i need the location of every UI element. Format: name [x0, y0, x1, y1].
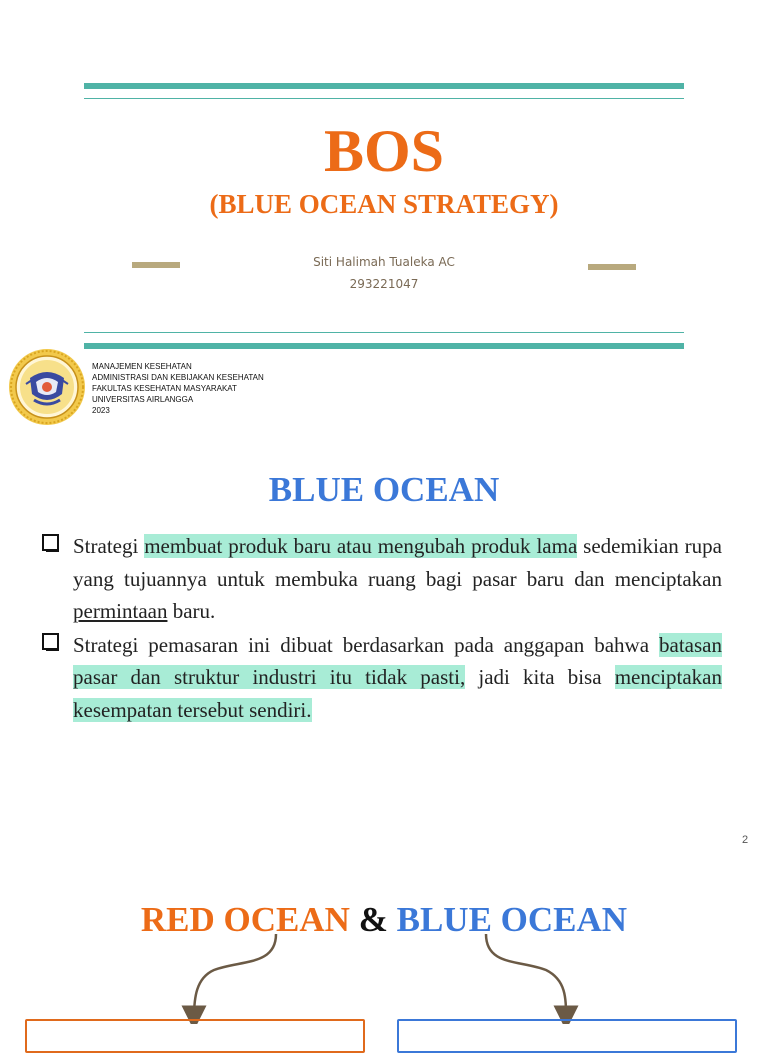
arrow-right: [486, 934, 566, 1018]
bullet-text: [73, 530, 722, 628]
bullet-list: [40, 530, 722, 726]
text-run: jadi kita bisa: [465, 665, 615, 689]
arrow-left: [194, 934, 276, 1018]
slide-subtitle: (BLUE OCEAN STRATEGY): [209, 189, 559, 219]
highlighted-text: menciptakan kesempatan tersebut sendiri.: [73, 665, 722, 722]
text-run: baru.: [167, 599, 216, 623]
blue-ocean-box: [397, 1019, 737, 1053]
bullet-item: [40, 629, 722, 727]
bottom-rule-thick: [84, 343, 684, 349]
underlined-text: permintaan: [73, 599, 168, 623]
top-rule-thick: [84, 83, 684, 89]
text-run: Strategi: [73, 534, 145, 558]
page-number: 2: [742, 834, 749, 846]
author-id: 293221047: [349, 277, 419, 291]
heading-blue-ocean: BLUE OCEAN: [396, 900, 628, 939]
heading-red-ocean: RED OCEAN: [140, 900, 350, 939]
heading-ampersand: &: [349, 900, 397, 939]
institution-line: MANAJEMEN KESEHATAN: [92, 362, 192, 371]
institution-line: 2023: [92, 406, 110, 415]
top-rule-thin: [84, 98, 684, 99]
slide-title: BOS: [323, 118, 445, 184]
connector-arrows: [0, 930, 768, 1024]
slide-heading: BLUE OCEAN: [268, 470, 500, 509]
bullet-text: [73, 629, 722, 727]
bullet-item: [40, 530, 722, 628]
institution-line: ADMINISTRASI DAN KEBIJAKAN KESEHATAN: [92, 373, 264, 382]
institution-line: FAKULTAS KESEHATAN MASYARAKAT: [92, 384, 237, 393]
checkbox-icon: [42, 534, 59, 551]
university-seal-icon: [8, 348, 86, 426]
author-name: Siti Halimah Tualeka AC: [313, 255, 455, 269]
highlighted-text: batasan pasar dan struktur industri itu tidak pasti,: [73, 632, 722, 689]
institution-block: [92, 361, 264, 416]
bottom-rule-thin: [84, 332, 684, 333]
highlighted-text: membuat produk baru atau mengubah produk lama: [144, 534, 578, 558]
checkbox-icon: [42, 633, 59, 650]
text-run: sedemikian rupa yang tujuannya untuk membuka ruang bagi pasar baru dan menciptakan: [73, 534, 722, 591]
institution-line: UNIVERSITAS AIRLANGGA: [92, 395, 194, 404]
red-ocean-box: [25, 1019, 365, 1053]
text-run: Strategi pemasaran ini dibuat berdasarkan pada anggapan bahwa: [73, 632, 660, 657]
